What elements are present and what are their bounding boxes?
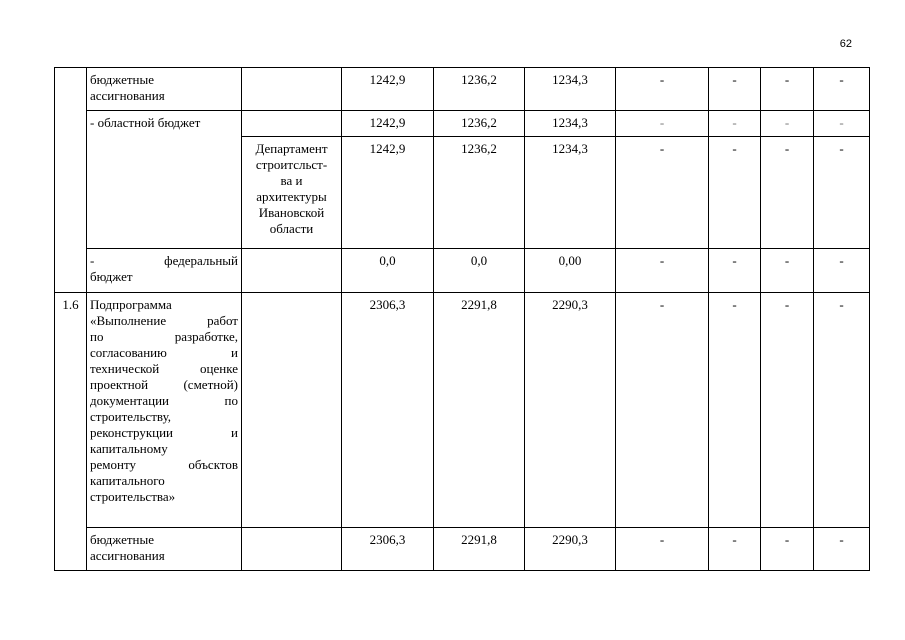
row-name-cell (87, 68, 242, 111)
row-name-line (90, 361, 238, 377)
dash-cell: - (814, 68, 870, 111)
value-cell: 2306,3 (342, 528, 434, 571)
row-name-word: разработке, (174, 329, 238, 344)
row-name-word: - (90, 253, 95, 268)
table-row (55, 293, 870, 528)
row-name-word: «Выполнение (90, 313, 167, 328)
row-name-line: капитальному (90, 441, 168, 456)
row-name-word: (сметной) (183, 377, 238, 392)
value-cell: 1236,2 (434, 68, 525, 111)
row-name-line (90, 393, 238, 409)
dash-cell: - (761, 528, 814, 571)
row-name-word: реконструкции (90, 425, 174, 440)
dash-cell: - (709, 137, 761, 249)
value-cell: 2290,3 (525, 528, 616, 571)
dash-cell: - (709, 249, 761, 293)
row-name-word: объсктов (188, 457, 238, 472)
value-cell: 2290,3 (525, 293, 616, 528)
dash-cell: - (709, 68, 761, 111)
value-cell: 0,0 (434, 249, 525, 293)
dash-cell: - (616, 111, 709, 137)
table-row (55, 249, 870, 293)
row-name-line (90, 253, 238, 269)
subprogram-name-cell (87, 293, 242, 528)
budget-table (54, 67, 870, 571)
value-cell: 1242,9 (342, 68, 434, 111)
row-name-word: ремонту (90, 457, 136, 472)
dash-cell: - (616, 137, 709, 249)
dash-cell: - (761, 293, 814, 528)
row-name-word: согласованию (90, 345, 167, 360)
row-name-line (90, 457, 238, 473)
executor-cell (242, 293, 342, 528)
value-cell: 0,0 (342, 249, 434, 293)
row-name-cell (87, 111, 242, 249)
dash-cell: - (761, 68, 814, 111)
page-number: 62 (839, 38, 852, 50)
value-cell: 1236,2 (434, 111, 525, 137)
row-name-word: работ (207, 313, 238, 328)
executor-line: области (269, 221, 314, 236)
dash-cell: - (761, 137, 814, 249)
executor-cell (242, 528, 342, 571)
executor-line: ва и (280, 173, 303, 188)
value-cell: 1242,9 (342, 137, 434, 249)
row-name-line (90, 377, 238, 393)
row-name-line: ассигнования (90, 548, 165, 563)
value-cell: 1242,9 (342, 111, 434, 137)
value-cell: 1234,3 (525, 137, 616, 249)
row-name-line (90, 329, 238, 345)
row-name-word: проектной (90, 377, 149, 392)
dash-cell: - (616, 293, 709, 528)
dash-cell: - (761, 249, 814, 293)
table-row (55, 68, 870, 111)
row-name-word: по (224, 393, 238, 408)
row-name-line: капитального (90, 473, 165, 488)
row-name-word: федеральный (164, 253, 238, 268)
executor-line: архитектуры (256, 189, 327, 204)
row-name-cell (87, 528, 242, 571)
dash-cell: - (814, 249, 870, 293)
row-name-word: документации (90, 393, 170, 408)
row-name-line: ассигнования (90, 88, 165, 103)
value-cell: 0,00 (525, 249, 616, 293)
value-cell: 1234,3 (525, 68, 616, 111)
executor-cell (242, 137, 342, 249)
table-row (55, 528, 870, 571)
dash-cell: - (761, 111, 814, 137)
row-name-word: оценке (200, 361, 238, 376)
row-name-line: бюджетные (90, 532, 155, 547)
row-index-cell: 1.6 (55, 293, 87, 571)
value-cell: 2291,8 (434, 528, 525, 571)
row-index-cell (55, 68, 87, 293)
row-name-line: бюджет (90, 269, 133, 284)
value-cell: 2291,8 (434, 293, 525, 528)
row-name-line (90, 425, 238, 441)
row-name-cell (87, 249, 242, 293)
row-name-word: и (231, 425, 238, 440)
value-cell: 1234,3 (525, 111, 616, 137)
executor-line: Ивановской (258, 205, 325, 220)
row-name-line: Подпрограмма (90, 297, 172, 312)
row-name-line: бюджетные (90, 72, 155, 87)
dash-cell: - (709, 111, 761, 137)
row-name-line (90, 345, 238, 361)
row-name-word: по (90, 329, 104, 344)
row-name-line: - областной бюджет (90, 115, 201, 130)
executor-cell (242, 68, 342, 111)
executor-line: Департамент (255, 141, 328, 156)
dash-cell: - (814, 137, 870, 249)
dash-cell: - (616, 528, 709, 571)
row-name-word: технической (90, 361, 160, 376)
executor-cell (242, 111, 342, 137)
dash-cell: - (814, 528, 870, 571)
dash-cell: - (616, 249, 709, 293)
dash-cell: - (616, 68, 709, 111)
row-name-line: строительству, (90, 409, 172, 424)
dash-cell: - (709, 293, 761, 528)
executor-line: строитсльст- (255, 157, 328, 172)
executor-cell (242, 249, 342, 293)
row-name-line (90, 313, 238, 329)
dash-cell: - (814, 293, 870, 528)
value-cell: 1236,2 (434, 137, 525, 249)
dash-cell: - (709, 528, 761, 571)
row-name-line: строительства» (90, 489, 176, 504)
dash-cell: - (814, 111, 870, 137)
row-name-word: и (231, 345, 238, 360)
table-row (55, 111, 870, 137)
value-cell: 2306,3 (342, 293, 434, 528)
